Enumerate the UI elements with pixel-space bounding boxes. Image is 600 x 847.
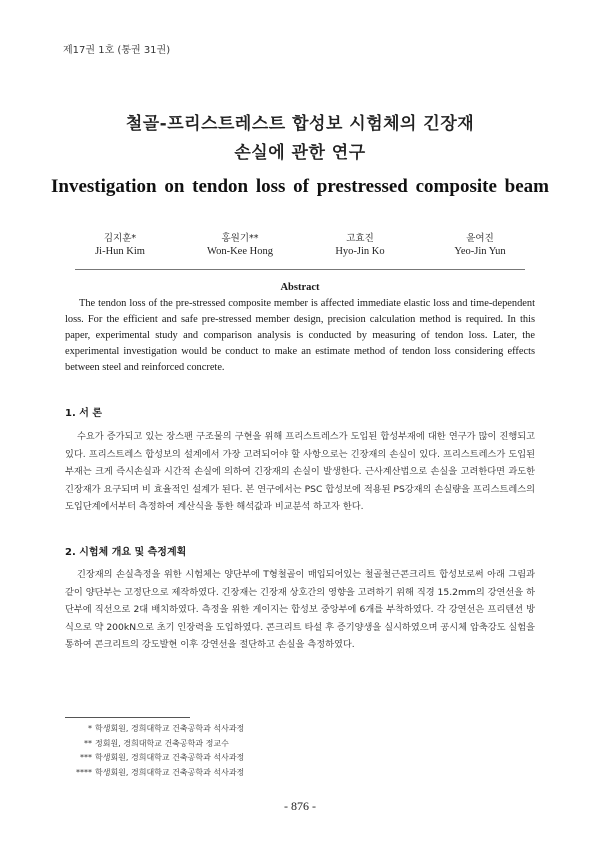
- journal-volume-header: 제17권 1호 (통권 31권): [63, 45, 171, 56]
- korean-title-line2: 손실에 관한 연구: [234, 143, 366, 163]
- footnote: [65, 737, 244, 752]
- footnote: [65, 722, 244, 737]
- author-name-english: Ji-Hun Kim: [95, 246, 145, 257]
- footnote-mark: *: [88, 724, 92, 733]
- author-name-korean: 김지훈*: [103, 233, 137, 244]
- author-name-korean: 홍원기**: [221, 233, 259, 244]
- author-divider: [75, 269, 525, 270]
- section-2-heading: 2. 시험체 개요 및 측정계획: [65, 547, 187, 558]
- english-title: Investigation on tendon loss of prestressed composite beam: [51, 176, 549, 197]
- footnote: [65, 751, 244, 766]
- footnote-text: 학생회원, 경희대학교 건축공학과 석사과정: [95, 753, 245, 762]
- footnotes: [65, 722, 244, 780]
- page-number: - 876 -: [284, 799, 316, 813]
- author-name-korean: 윤여진: [466, 233, 494, 244]
- footnote-text: 학생회원, 경희대학교 건축공학과 석사과정: [95, 767, 245, 777]
- author-1: [60, 230, 180, 257]
- korean-title: [0, 110, 600, 168]
- author-2: [180, 230, 300, 257]
- author-name-english: Hyo-Jin Ko: [335, 246, 385, 257]
- author-name-english: Yeo-Jin Yun: [454, 246, 506, 257]
- footnote-text: 학생회원, 경희대학교 건축공학과 석사과정: [95, 724, 245, 733]
- korean-title-line1: 철골-프리스트레스트 합성보 시험체의 긴장재: [125, 114, 475, 134]
- abstract-text: The tendon loss of the pre-stressed composite member is affected immediate elastic loss and time-dependent loss. For the efficient and safe pre-stressed member design, precision calculation method is required. In this paper, experimental study and comparison analysis is conducted by measuring of tendon loss. Later, the experimental investigation would be conduct to make an estimate method of tendon loss considering effects between steel and reinforced concrete.: [65, 298, 535, 373]
- section-1-heading: 1. 서 론: [65, 408, 103, 419]
- author-name-korean: 고효진: [346, 233, 374, 244]
- author-name-english: Won-Kee Hong: [207, 246, 273, 257]
- footnote-text: 정회원, 경희대학교 건축공학과 정교수: [95, 738, 229, 748]
- author-4: [420, 230, 540, 257]
- footnote-mark: ***: [80, 753, 92, 762]
- footnote-divider: [65, 717, 190, 718]
- section-1-text: 수요가 증가되고 있는 장스팬 구조물의 구현을 위해 프리스트레스가 도입된 합성부재에 대한 연구가 많이 진행되고 있다. 프리스트레스 합성보의 설계에서 가장 고려되어야 할 사항으로는 긴장재의 손실이 있다. 프리스트레스가 도입된 부재는 크게 즉시손실과 시간적 손실에 의하여 긴장재의 손실이 발생한다. 근사계산법으로 손실을 고려한다면 과도한 긴장재가 요구되며 비 효율적인 설계가 된다. 본 연구에서는 PSC 합성보에 적용된 PS강재의 손실량을 프리스트레스의 도입단계에서부터 측정하여 계산식을 통한 해석값과 비교분석 하고자 한다.: [65, 431, 535, 512]
- section-2-text: 긴장재의 손실측정을 위한 시험체는 양단부에 T형철골이 매입되어있는 철골철근콘크리트 합성보로써 아래 그림과 같이 양단부는 고정단으로 제작하였다. 긴장재는 긴장재 상호간의 영향을 고려하기 위해 직경 15.2mm의 강연선을 하단부에 직선으로 2대 배치하였다. 측정을 위한 게이지는 합성보 중앙부에 6개를 부착하였다. 각 강연선은 프리텐션 방식으로 약 200kN으로 초기 인장력을 도입하였다. 콘크리트 타설 후 증기양생을 실시하였으며 공시체 압축강도 실험을 통하여 콘크리트의 강도발현 이후 강연선을 절단하고 손실을 측정하였다.: [65, 569, 535, 650]
- abstract-heading: Abstract: [280, 282, 320, 293]
- author-list: [60, 230, 540, 257]
- footnote: [65, 766, 244, 781]
- footnote-mark: **: [84, 738, 92, 748]
- author-3: [300, 230, 420, 257]
- footnote-mark: ****: [76, 767, 92, 777]
